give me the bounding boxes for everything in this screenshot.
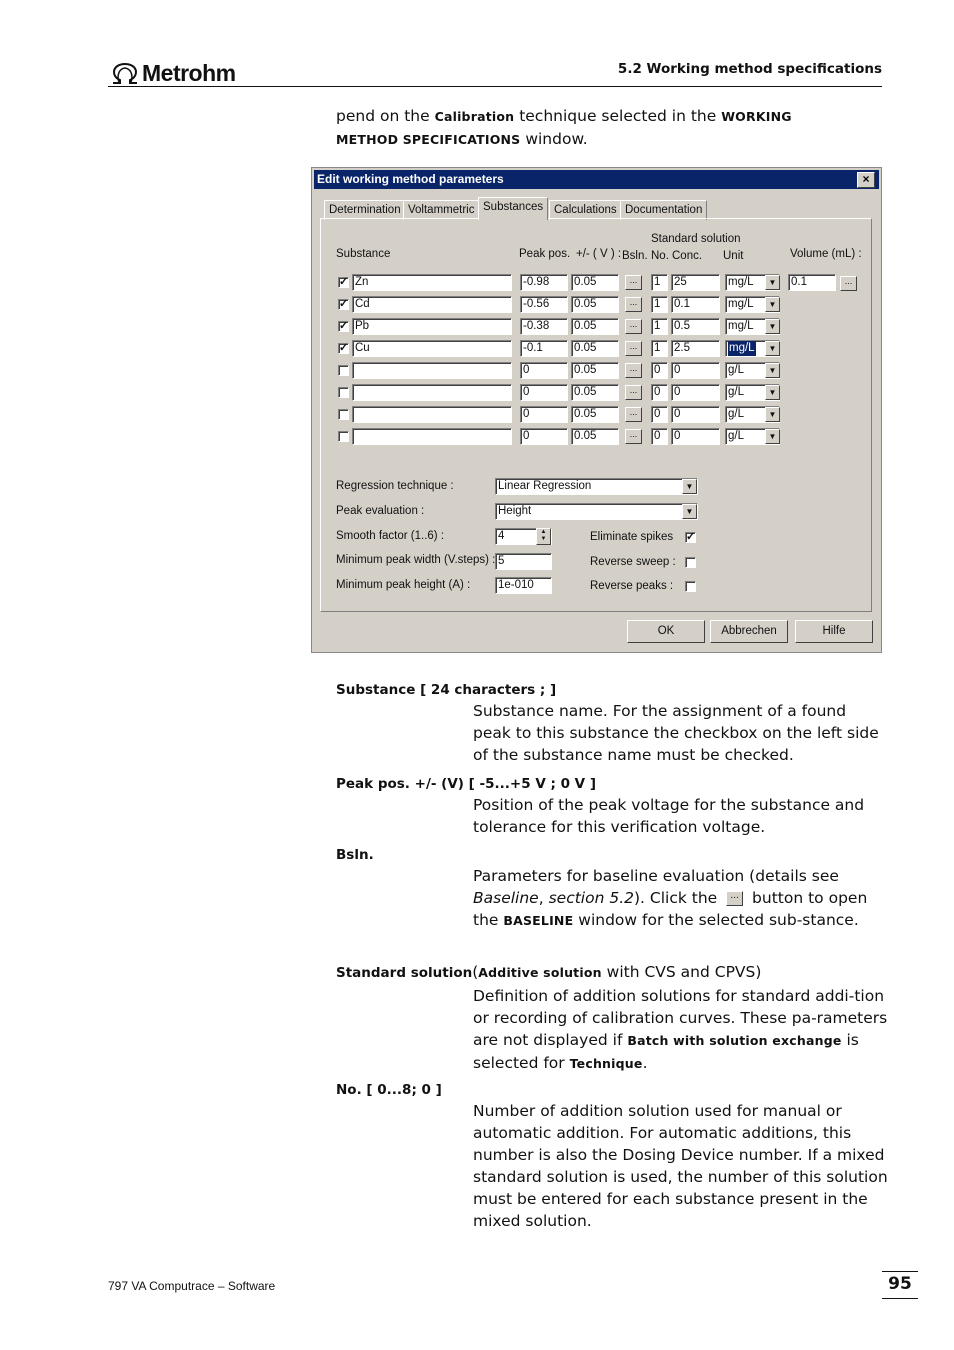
col-peak-pos: Peak pos.: [519, 248, 571, 260]
intro-calibration: Calibration: [434, 109, 515, 124]
substance-checkbox[interactable]: ✓: [339, 342, 349, 354]
std-conc-input[interactable]: 0: [671, 428, 720, 445]
std-conc-input[interactable]: 2.5: [671, 340, 720, 357]
min-width-input[interactable]: 5: [495, 553, 552, 570]
desc-text: (: [472, 963, 479, 981]
ellipsis-button-icon: ...: [726, 891, 743, 906]
regression-dropdown-icon[interactable]: ▼: [682, 479, 697, 494]
volume-input[interactable]: 0.1: [788, 274, 836, 291]
desc-text: ). Click the: [633, 889, 723, 907]
std-no-input[interactable]: 0: [651, 362, 668, 379]
desc-text: window for the selected sub-stance.: [573, 911, 859, 929]
tolerance-input[interactable]: 0.05: [571, 296, 619, 313]
desc-substance: Substance name. For the assignment of a found peak to this substance the checkbox on the left side of the substance name must be checked.: [473, 702, 879, 764]
col-standard-solution: Standard solution: [651, 233, 741, 245]
dialog-titlebar: [314, 170, 879, 189]
substance-name-input[interactable]: [352, 362, 512, 379]
volume-browse-button[interactable]: ...: [840, 276, 857, 291]
unit-value: mg/L: [728, 320, 754, 332]
substance-name-input[interactable]: [352, 406, 512, 423]
regression-value: Linear Regression: [498, 480, 592, 492]
peak-pos-input[interactable]: 0: [520, 428, 568, 445]
tab-documentation[interactable]: Documentation: [620, 200, 707, 220]
std-no-input[interactable]: 0: [651, 406, 668, 423]
regression-select[interactable]: [495, 478, 698, 495]
col-bsln: Bsln.: [622, 250, 648, 262]
technique: Technique: [569, 1056, 643, 1071]
brand-name: Metrohm: [142, 60, 236, 86]
peak-pos-input[interactable]: 0: [520, 384, 568, 401]
tab-substances[interactable]: Substances: [478, 197, 548, 220]
min-width-label: Minimum peak width (V.steps) :: [336, 554, 496, 566]
col-unit: Unit: [723, 250, 744, 262]
close-button[interactable]: ×: [857, 172, 875, 188]
intro-paragraph: [336, 105, 856, 151]
unit-dropdown-icon[interactable]: ▼: [765, 363, 780, 378]
intro-method-spec: METHOD SPECIFICATIONS: [336, 132, 521, 147]
std-no-input[interactable]: 0: [651, 428, 668, 445]
footer-product: 797 VA Computrace – Software: [108, 1279, 276, 1293]
unit-value: g/L: [728, 364, 744, 376]
batch-with-solution-exchange: Batch with solution exchange: [627, 1033, 842, 1048]
term-standard-solution: Standard solution: [336, 965, 473, 981]
substance-checkbox[interactable]: ✓: [339, 276, 349, 288]
eliminate-spikes-label: Eliminate spikes: [590, 531, 674, 543]
substance-name-input[interactable]: [352, 428, 512, 445]
tolerance-input[interactable]: 0.05: [571, 406, 619, 423]
tolerance-input[interactable]: 0.05: [571, 362, 619, 379]
substance-name-input[interactable]: Zn: [352, 274, 512, 291]
metrohm-logo: [110, 60, 236, 87]
col-conc: Conc.: [672, 250, 703, 262]
peak-pos-input[interactable]: 0: [520, 406, 568, 423]
std-conc-input[interactable]: 0.5: [671, 318, 720, 335]
omega-icon: [110, 63, 140, 85]
std-conc-input[interactable]: 0.1: [671, 296, 720, 313]
desc-text: .: [642, 1054, 648, 1072]
edit-method-dialog: [311, 167, 882, 653]
unit-dropdown-icon[interactable]: ▼: [765, 319, 780, 334]
cancel-button[interactable]: Abbrechen: [710, 620, 788, 643]
smooth-input[interactable]: 4: [495, 528, 552, 545]
unit-dropdown-icon[interactable]: ▼: [765, 341, 780, 356]
desc-bsln: [473, 865, 888, 932]
substance-name-input[interactable]: Pb: [352, 318, 512, 335]
tolerance-input[interactable]: 0.05: [571, 340, 619, 357]
unit-dropdown-icon[interactable]: ▼: [765, 429, 780, 444]
tolerance-input[interactable]: 0.05: [571, 384, 619, 401]
desc-text: button to open the: [473, 889, 868, 929]
regression-label: Regression technique :: [336, 480, 454, 492]
col-substance: Substance: [336, 248, 391, 260]
unit-value: mg/L: [728, 276, 754, 288]
substance-name-input[interactable]: Cu: [352, 340, 512, 357]
desc-no: Number of addition solution used for manual or automatic addition. For automatic additions, this number is also the Dosing Device number. If a mixed standard solution is used, the number of this solution must be entered for each substance present in the mixed solution.: [473, 1102, 888, 1230]
desc-peak-pos: Position of the peak voltage for the substance and tolerance for this verification voltage.: [473, 796, 865, 836]
substance-name-input[interactable]: Cd: [352, 296, 512, 313]
std-conc-input[interactable]: 0: [671, 362, 720, 379]
peak-pos-input[interactable]: -0.1: [520, 340, 568, 357]
substance-checkbox[interactable]: [338, 387, 349, 398]
desc-text: is selected for: [473, 1031, 859, 1072]
substance-checkbox[interactable]: [338, 431, 349, 442]
reverse-peaks-label: Reverse peaks :: [590, 580, 674, 592]
reverse-sweep-checkbox[interactable]: [685, 557, 696, 568]
std-conc-input[interactable]: 0: [671, 406, 720, 423]
link-baseline: Baseline: [473, 889, 539, 907]
peak-eval-label: Peak evaluation :: [336, 505, 425, 517]
smooth-label: Smooth factor (1..6) :: [336, 530, 445, 542]
std-no-input[interactable]: 1: [651, 274, 668, 291]
unit-value: mg/L: [728, 298, 754, 310]
intro-text: pend on the: [336, 107, 435, 125]
std-no-input[interactable]: 1: [651, 340, 668, 357]
peak-eval-value: Height: [498, 505, 532, 517]
baseline-button[interactable]: ...: [625, 297, 642, 312]
desc-text: ,: [538, 889, 549, 907]
baseline-button[interactable]: ...: [625, 363, 642, 378]
help-button[interactable]: Hilfe: [795, 620, 873, 643]
page-number: 95: [882, 1271, 918, 1299]
std-no-input[interactable]: 1: [651, 318, 668, 335]
peak-pos-input[interactable]: -0.98: [520, 274, 568, 291]
term-substance: Substance [ 24 characters ; ]: [336, 682, 557, 698]
substance-name-input[interactable]: [352, 384, 512, 401]
reverse-sweep-label: Reverse sweep :: [590, 556, 676, 568]
tolerance-input[interactable]: 0.05: [571, 318, 619, 335]
unit-dropdown-icon[interactable]: ▼: [765, 407, 780, 422]
unit-value: g/L: [728, 408, 744, 420]
peak-pos-input[interactable]: 0: [520, 362, 568, 379]
section-heading: 5.2 Working method specifications: [617, 61, 882, 77]
baseline-button[interactable]: ...: [625, 385, 642, 400]
desc-text: Definition of addition solutions for standard addi-tion or recording of calibration curves. These pa-rameters are not displayed if: [473, 987, 888, 1049]
baseline-window: BASELINE: [503, 913, 574, 928]
std-no-input[interactable]: 0: [651, 384, 668, 401]
baseline-button[interactable]: ...: [625, 407, 642, 422]
baseline-button[interactable]: ...: [625, 429, 642, 444]
tab-voltammetric[interactable]: Voltammetric: [403, 200, 479, 220]
baseline-button[interactable]: ...: [625, 319, 642, 334]
col-volume: Volume (mL) :: [790, 248, 862, 260]
baseline-button[interactable]: ...: [625, 341, 642, 356]
tolerance-input[interactable]: 0.05: [571, 274, 619, 291]
tab-calculations[interactable]: Calculations: [549, 200, 622, 220]
substance-checkbox[interactable]: ✓: [339, 320, 349, 332]
col-tolerance: +/- ( V ) :: [576, 248, 622, 260]
dialog-title: Edit working method parameters: [317, 172, 504, 186]
link-section: section 5.2: [548, 889, 634, 907]
header-rule: [108, 86, 882, 87]
unit-value: g/L: [728, 430, 744, 442]
min-height-label: Minimum peak height (A) :: [336, 579, 471, 591]
peak-eval-dropdown-icon[interactable]: ▼: [682, 504, 697, 519]
tolerance-input[interactable]: 0.05: [571, 428, 619, 445]
std-conc-input[interactable]: 25: [671, 274, 720, 291]
peak-eval-select[interactable]: [495, 503, 698, 520]
unit-dropdown-icon[interactable]: ▼: [765, 385, 780, 400]
desc-text: with CVS and CPVS): [601, 963, 762, 981]
term-standard-solution-line: [336, 963, 896, 981]
unit-dropdown-icon[interactable]: ▼: [765, 297, 780, 312]
term-no: No. [ 0...8; 0 ]: [336, 1082, 442, 1098]
min-height-input[interactable]: 1e-010: [495, 577, 552, 594]
term-peak-pos: Peak pos. +/- (V) [ -5...+5 V ; 0 V ]: [336, 776, 596, 792]
unit-value: g/L: [728, 386, 744, 398]
term-bsln: Bsln.: [336, 847, 374, 863]
desc-text: Parameters for baseline evaluation (details see: [473, 867, 839, 885]
desc-standard-solution: [473, 985, 888, 1075]
smooth-spinner[interactable]: ▲ ▼: [536, 528, 551, 545]
peak-pos-input[interactable]: -0.38: [520, 318, 568, 335]
substance-checkbox[interactable]: [338, 365, 349, 376]
col-no: No.: [651, 250, 669, 262]
intro-text: technique selected in the: [514, 107, 722, 125]
peak-pos-input[interactable]: -0.56: [520, 296, 568, 313]
additive-solution: Additive solution: [478, 965, 602, 980]
substance-checkbox[interactable]: [338, 409, 349, 420]
std-conc-input[interactable]: 0: [671, 384, 720, 401]
unit-dropdown-icon[interactable]: ▼: [765, 275, 780, 290]
std-no-input[interactable]: 1: [651, 296, 668, 313]
intro-text: window.: [520, 130, 588, 148]
reverse-peaks-checkbox[interactable]: [685, 581, 696, 592]
ok-button[interactable]: OK: [627, 620, 705, 643]
eliminate-spikes-checkbox[interactable]: ✓: [686, 531, 696, 543]
unit-value: mg/L: [729, 342, 755, 354]
baseline-button[interactable]: ...: [625, 275, 642, 290]
intro-working: WORKING: [721, 109, 792, 124]
substance-checkbox[interactable]: ✓: [339, 298, 349, 310]
tab-determination[interactable]: Determination: [324, 200, 406, 220]
